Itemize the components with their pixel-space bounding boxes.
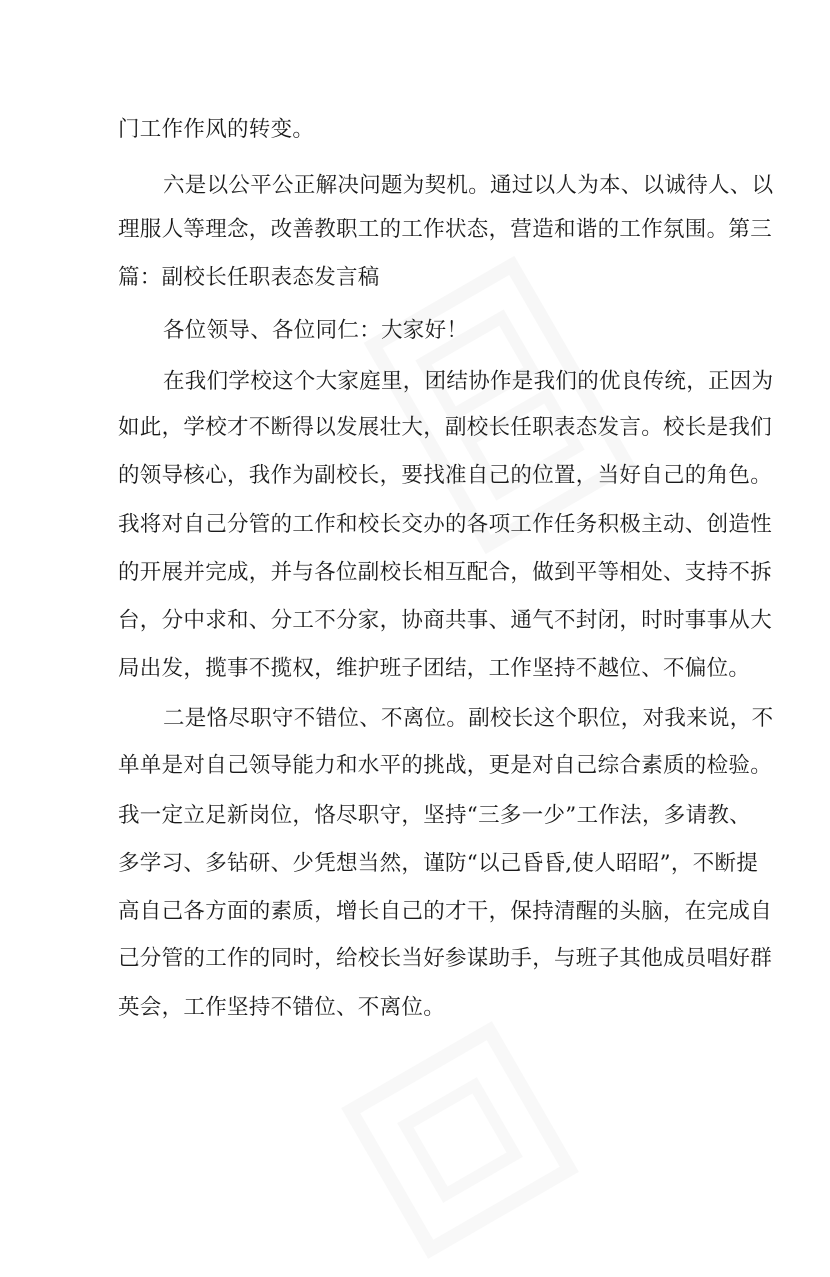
text-line: 篇：副校长任职表态发言稿	[118, 265, 380, 290]
text-line: 我一定立足新岗位，恪尽职守，坚持“三多一少”工作法，多请教、	[118, 803, 751, 828]
text-line: 六是以公平公正解决问题为契机。通过以人为本、以诚待人、以	[163, 173, 774, 198]
text-line: 己分管的工作的同时，给校长当好参谋助手，与班子其他成员唱好群	[118, 946, 773, 971]
text-line: 局出发，揽事不揽权，维护班子团结，工作坚持不越位、不偏位。	[118, 656, 751, 681]
text-line: 多学习、多钻研、少凭想当然，谨防“以己昏昏,使人昭昭”，不断提	[118, 851, 759, 876]
text-line: 英会，工作坚持不错位、不离位。	[118, 995, 446, 1020]
text-line: 在我们学校这个大家庭里，团结协作是我们的优良传统，正因为	[163, 369, 774, 394]
text-line: 台，分中求和、分工不分家，协商共事、通气不封闭，时时事事从大	[118, 608, 773, 633]
text-line: 高自己各方面的素质，增长自己的才干，保持清醒的头脑，在完成自	[118, 899, 773, 924]
text-line: 我将对自己分管的工作和校长交办的各项工作任务积极主动、创造性	[118, 512, 773, 537]
text-line: 二是恪尽职守不错位、不离位。副校长这个职位，对我来说，不	[163, 706, 774, 731]
text-line: 的开展并完成，并与各位副校长相互配合，做到平等相处、支持不拆	[118, 560, 773, 585]
text-line: 单单是对自己领导能力和水平的挑战，更是对自己综合素质的检验。	[118, 753, 773, 778]
text-line: 理服人等理念，改善教职工的工作状态，营造和谐的工作氛围。第三	[118, 217, 773, 242]
text-line: 各位领导、各位同仁：大家好！	[163, 318, 469, 343]
text-line: 的领导核心，我作为副校长，要找准自己的位置，当好自己的角色。	[118, 463, 773, 488]
text-line: 如此，学校才不断得以发展壮大，副校长任职表态发言。校长是我们	[118, 415, 773, 440]
text-line: 门工作作风的转变。	[118, 117, 315, 142]
watermark-stamp-bottom	[323, 1003, 596, 1276]
